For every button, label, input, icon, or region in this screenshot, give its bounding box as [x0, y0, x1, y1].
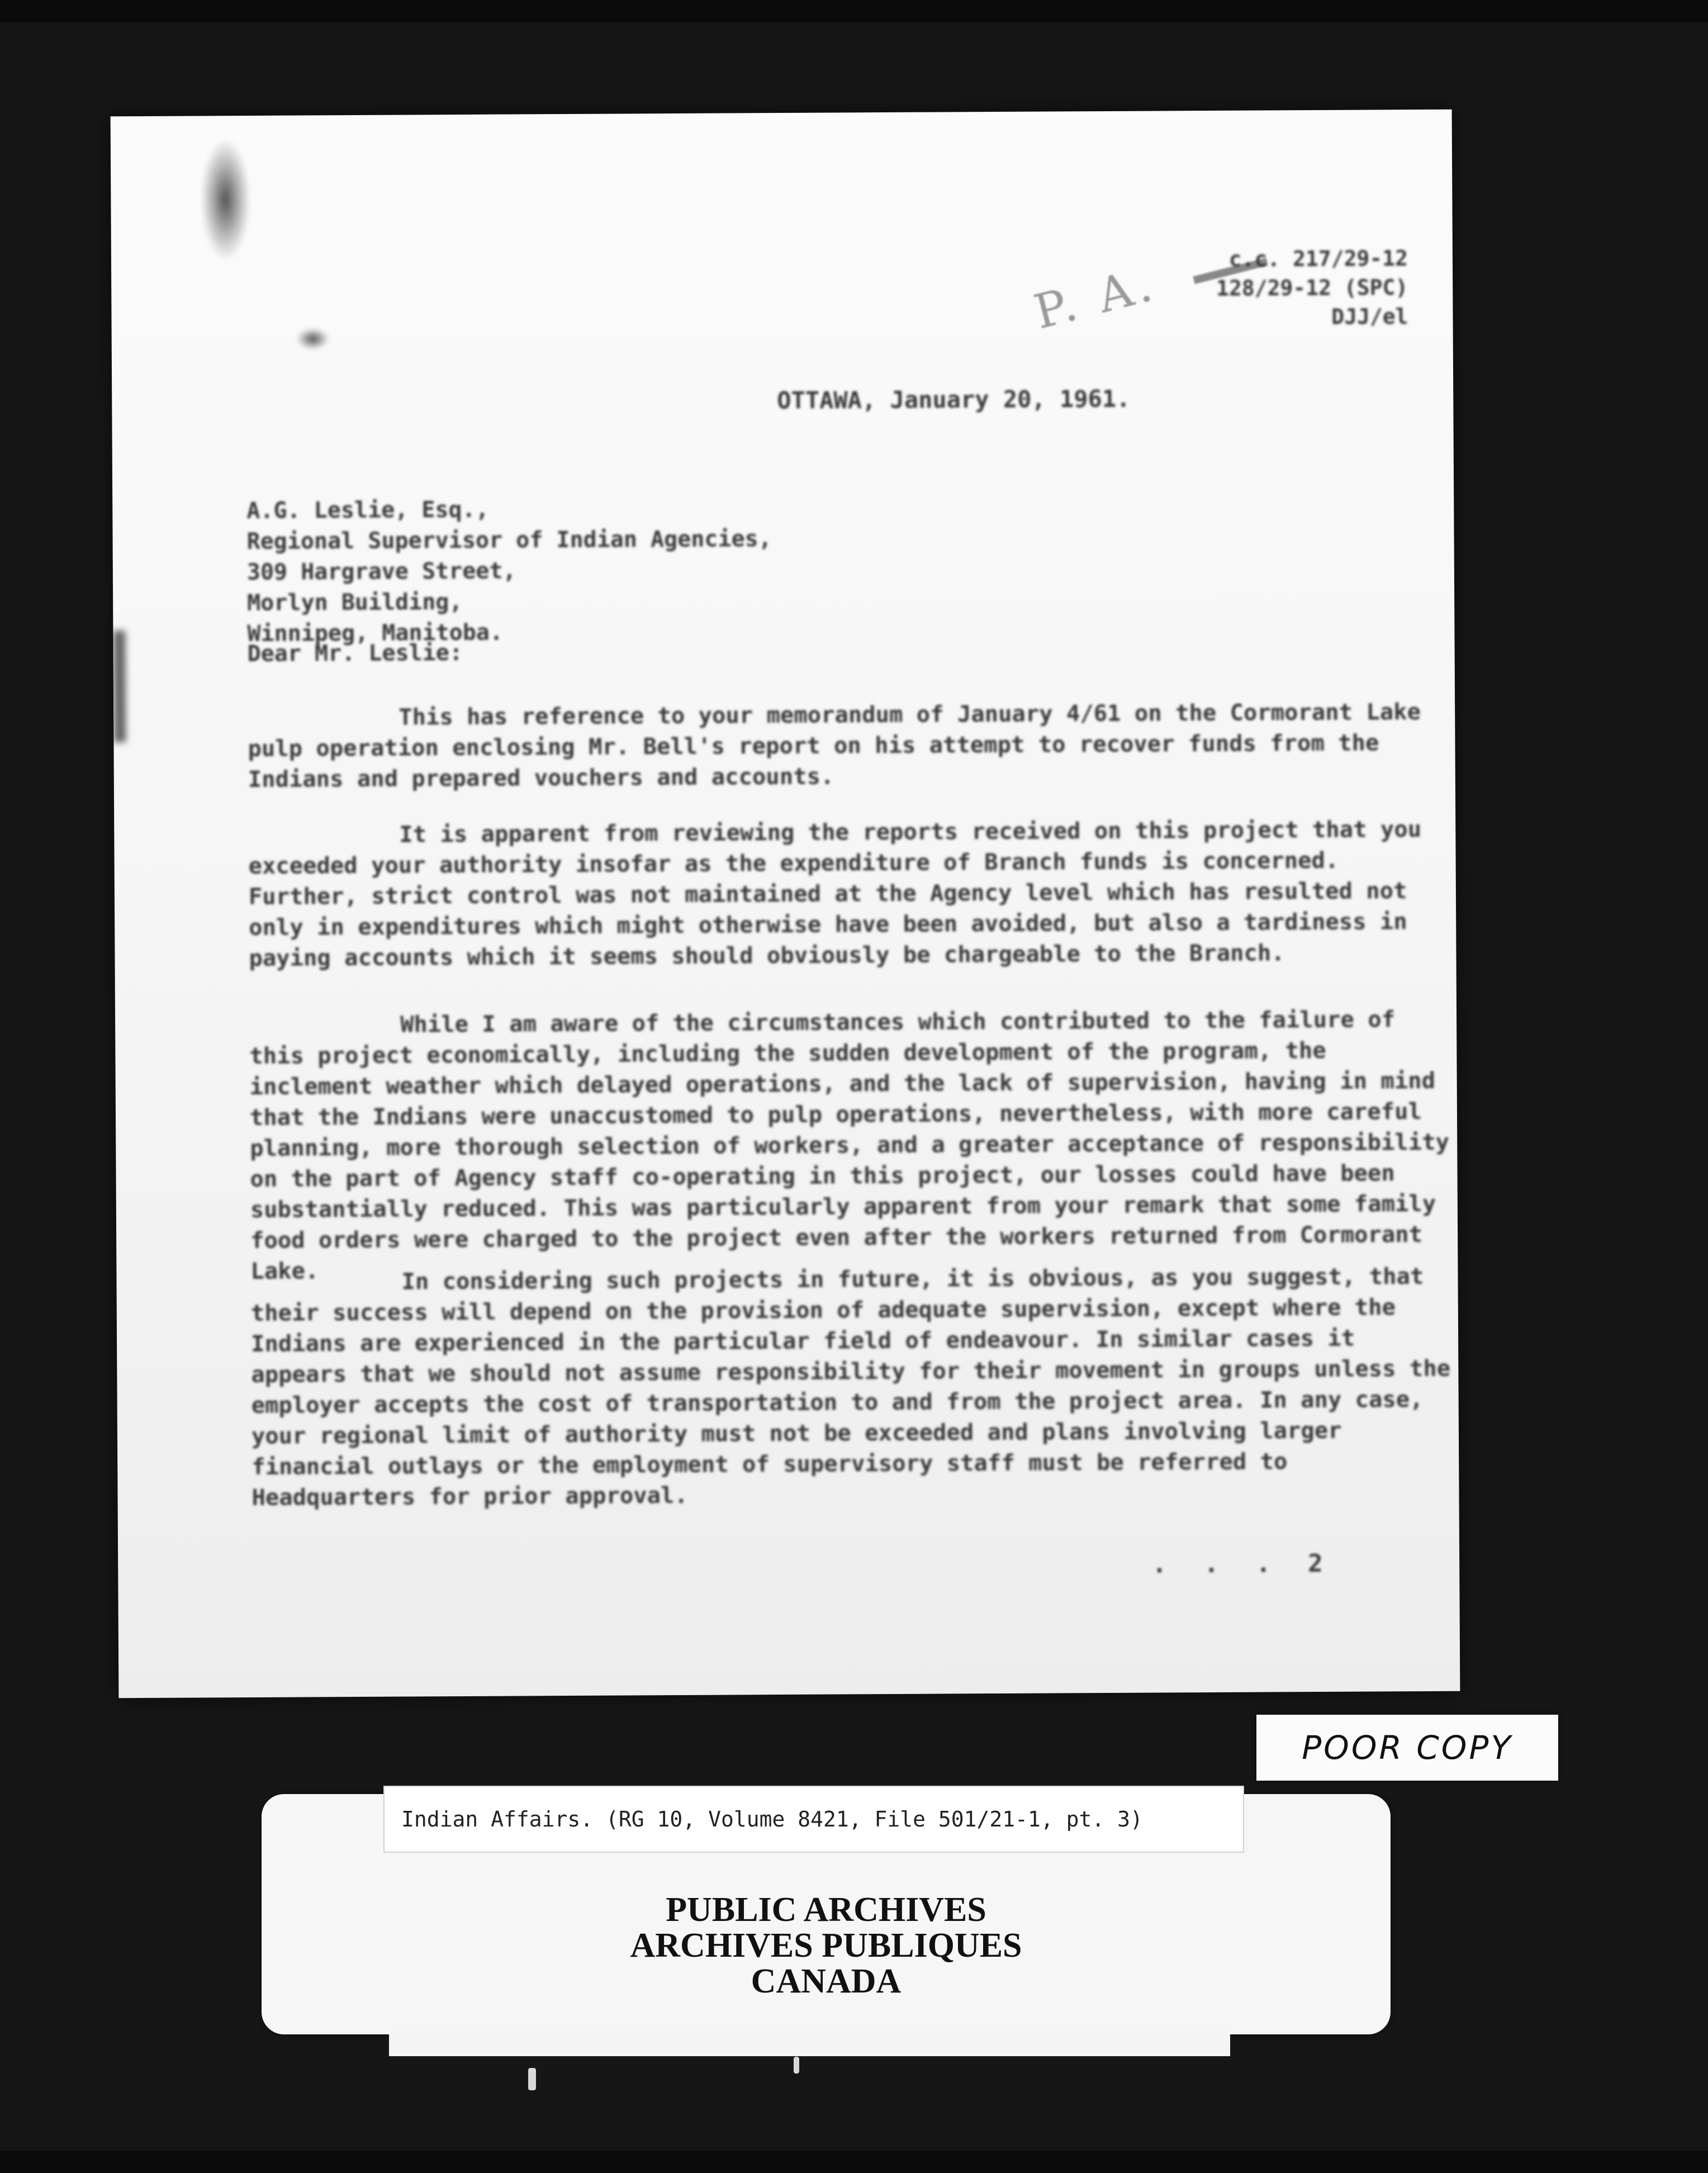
body-paragraph: While I am aware of the circumstances which contributed to the failure of this project economically, including the sudden development of the program, the inclement weather which delayed operations, and the lack of supervision, having in mind that the Indians were unaccustomed to pulp operations, nevertheless, with more careful planning, more thorough selection of workers, and a greater acceptance of responsibility on the part of Agency staff co-operating in this project, our losses could have been substantially reduced. This was particularly apparent from your remark that some family food orders were charged to the project even after the workers returned from Cormorant Lake.: [249, 1005, 1450, 1285]
archive-card-tab: [389, 2032, 1230, 2056]
edge-smudge: [113, 630, 126, 742]
film-edge-top: [0, 0, 1708, 22]
archive-name-line: CANADA: [751, 1962, 902, 2000]
continuation-marker: . . . 2: [1152, 1549, 1334, 1579]
address-line: Morlyn Building,: [247, 589, 463, 616]
reference-line: 128/29-12 (SPC): [1216, 275, 1408, 301]
body-paragraph: This has reference to your memorandum of January 4/61 on the Cormorant Lake pulp operation enclosing Mr. Bell's report on his attempt to recover funds from the Indians and prepared vouchers and accounts.: [248, 698, 1421, 793]
staple-mark: [296, 328, 330, 350]
archive-stamp: P. A.: [1028, 256, 1162, 340]
letter-date: OTTAWA, January 20, 1961.: [777, 385, 1131, 415]
archive-name: [262, 1892, 1391, 1999]
film-edge-bottom: [0, 2151, 1708, 2173]
salutation: Dear Mr. Leslie:: [247, 640, 463, 667]
address-line: Regional Supervisor of Indian Agencies,: [246, 526, 772, 555]
address-line: Winnipeg, Manitoba.: [247, 619, 504, 647]
poor-copy-label: [1256, 1715, 1558, 1781]
address-line: A.G. Leslie, Esq.,: [246, 496, 489, 524]
citation-box: [383, 1786, 1244, 1853]
body-paragraph: In considering such projects in future, it is obvious, as you suggest, that their success will depend on the provision of adequate supervision, except where the Indians are experienced in the particular field of endeavour. In similar cases it appears that we should not assume responsibility for their movement in groups unless the employer accepts the cost of transportation to and from the project area. In any case, your regional limit of authority must not be exceeded and plans involving larger financial outlays or the employment of supervisory staff must be referred to Headquarters for prior approval.: [250, 1263, 1451, 1511]
poor-copy-text: POOR COPY: [1302, 1729, 1513, 1767]
film-speck: [528, 2068, 536, 2090]
staple-mark: [200, 138, 251, 261]
letter-sheet: [111, 110, 1460, 1698]
reference-line: c.c. 217/29-12: [1228, 246, 1408, 272]
file-reference: [1140, 244, 1408, 333]
archive-card: [262, 1794, 1391, 2034]
archive-name-line: ARCHIVES PUBLIQUES: [630, 1927, 1022, 1965]
citation-text: Indian Affairs. (RG 10, Volume 8421, File 501/21-1, pt. 3): [401, 1807, 1143, 1832]
address-line: 309 Hargrave Street,: [246, 558, 516, 586]
body-paragraph: It is apparent from reviewing the reports received on this project that you exceeded your authority insofar as the expenditure of Branch funds is concerned. Further, strict control was not maintained at the Agency level which has resulted not only in expenditures which might otherwise have been avoided, but also a tardiness in paying accounts which it seems should obviously be chargeable to the Branch.: [248, 815, 1422, 972]
archive-name-line: PUBLIC ARCHIVES: [666, 1891, 986, 1929]
film-speck: [794, 2057, 799, 2074]
recipient-address: [246, 493, 772, 649]
reference-line: DJJ/el: [1331, 304, 1408, 329]
